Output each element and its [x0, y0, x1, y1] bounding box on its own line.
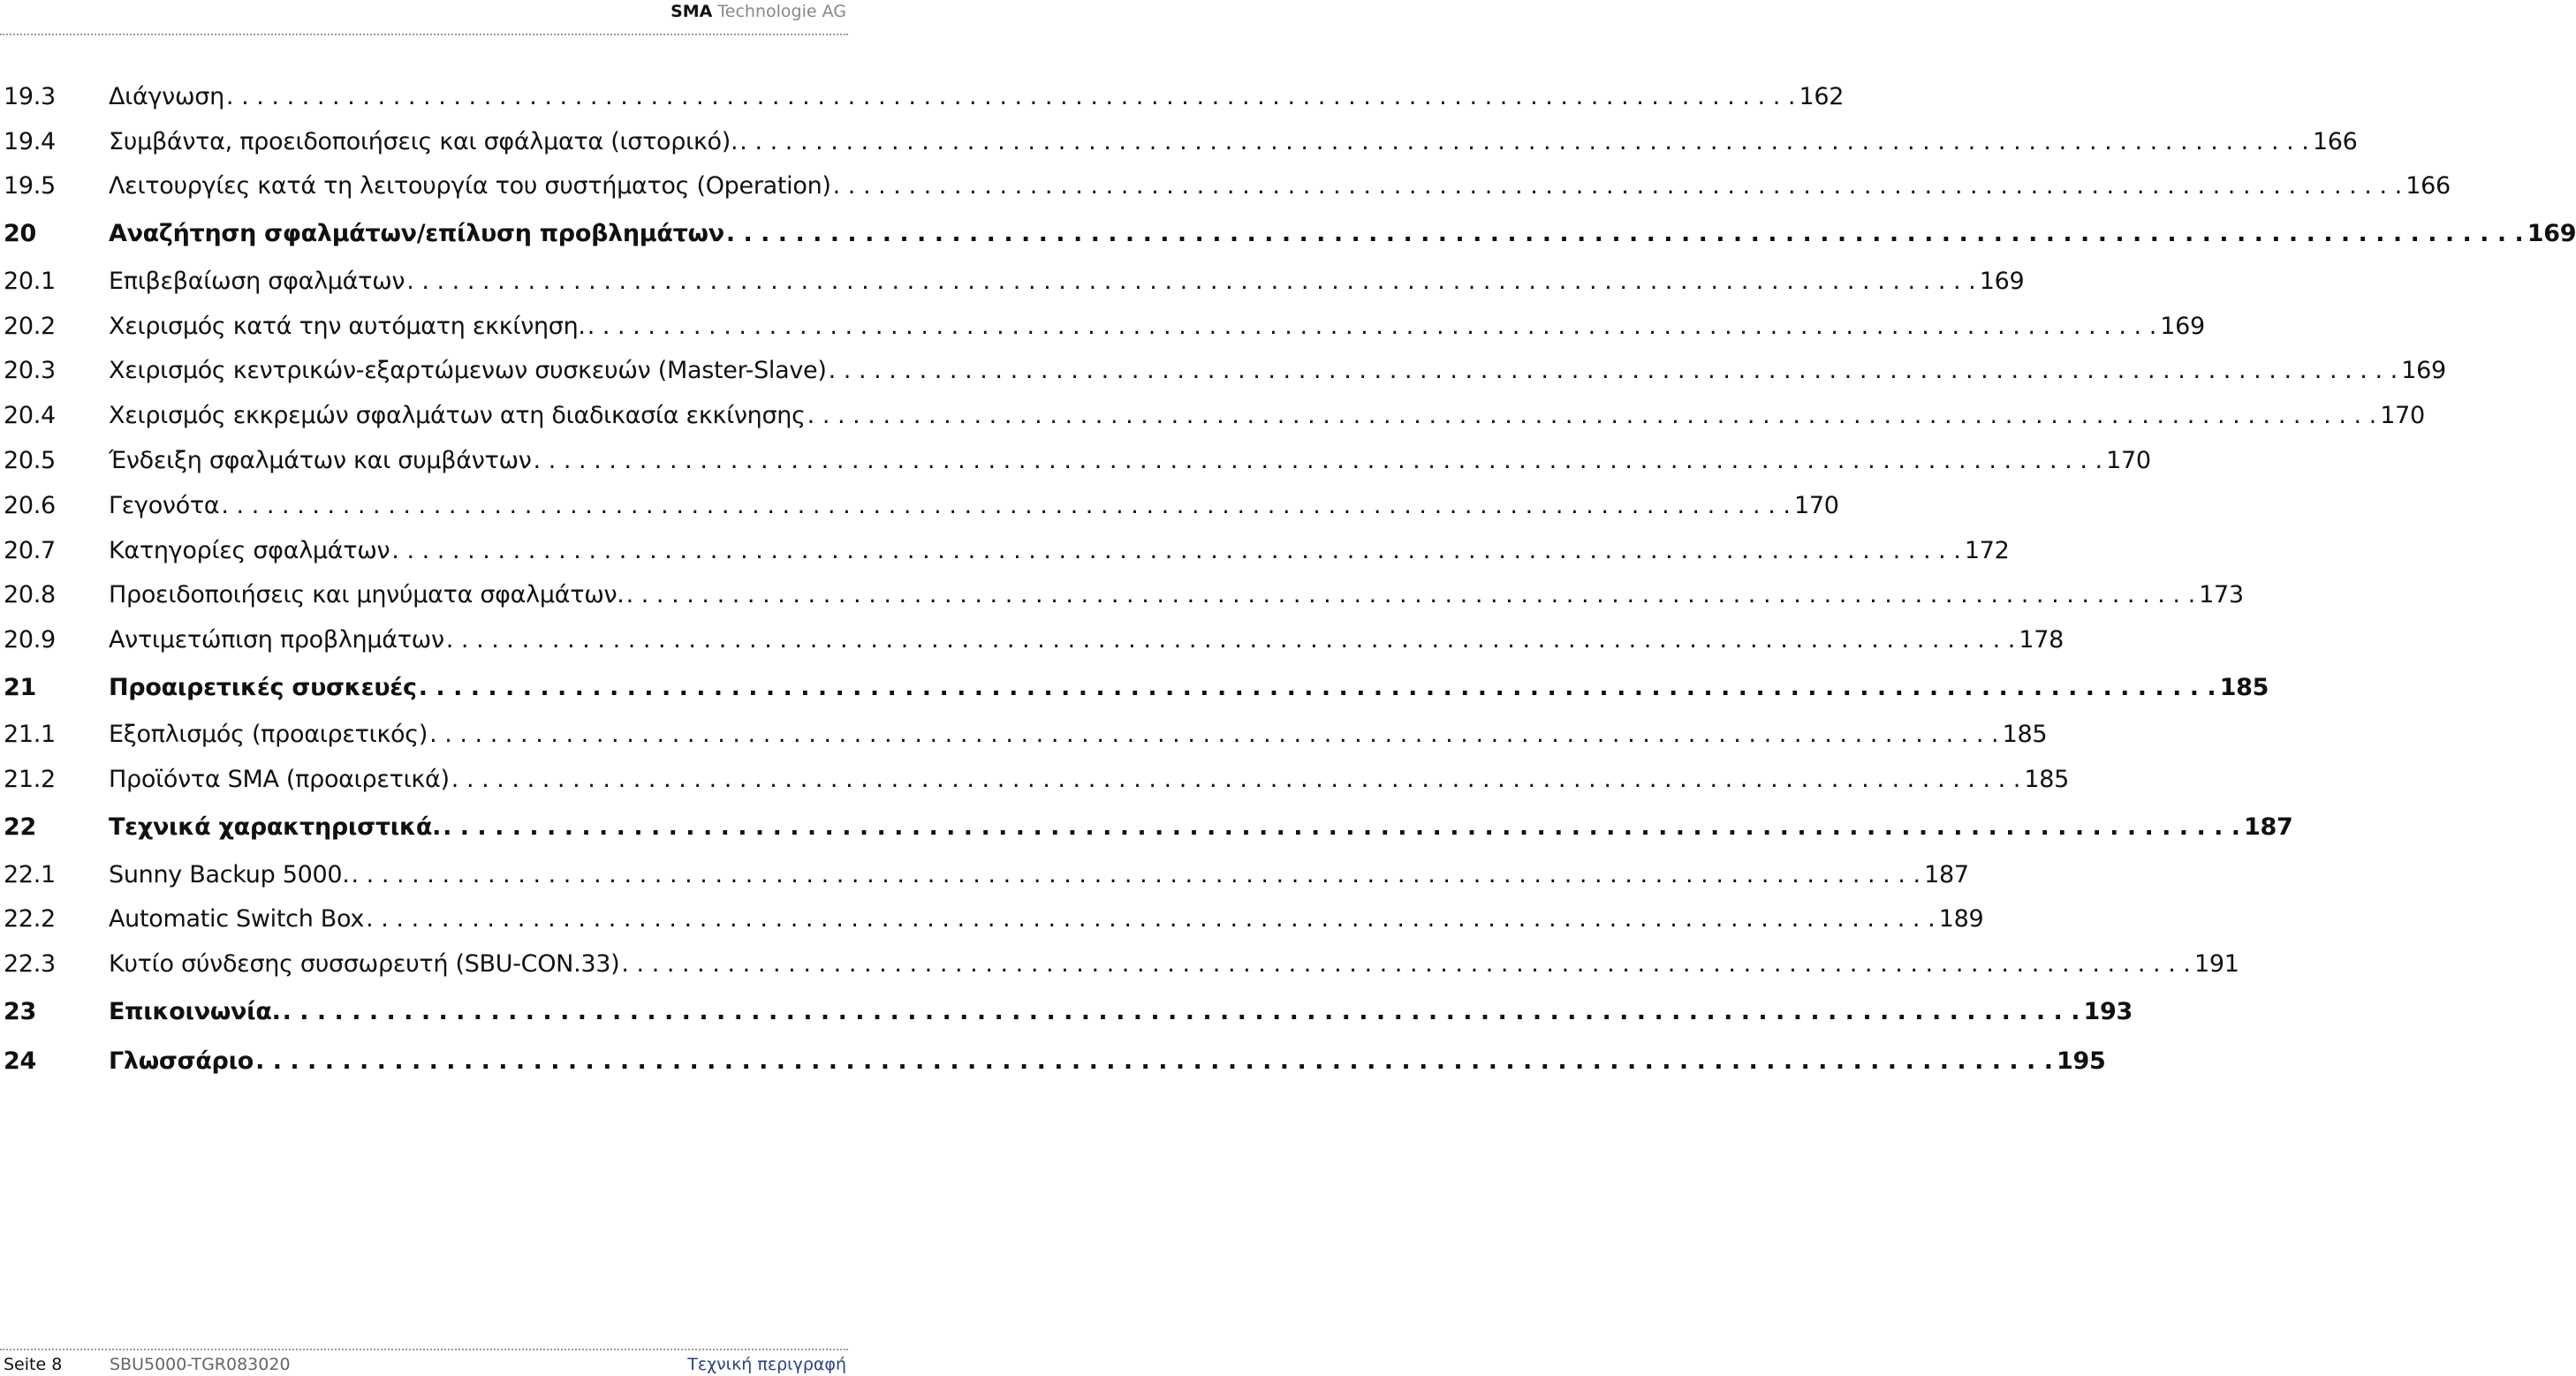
toc-dot-leader	[283, 998, 2080, 1025]
toc-chapter-entry[interactable]	[4, 1037, 2106, 1087]
toc-section-entry[interactable]	[4, 528, 2010, 573]
toc-entry-title: Χειρισμός εκκρεμών σφαλμάτων ατη διαδικασία εκκίνησης	[109, 402, 806, 430]
toc-entry-page: 191	[2193, 950, 2239, 979]
toc-section-entry[interactable]	[4, 74, 1845, 119]
toc-section-entry[interactable]	[4, 164, 2451, 209]
toc-entry-title: Ένδειξη σφαλμάτων και συμβάντων	[109, 446, 532, 474]
header-divider	[0, 34, 848, 35]
toc-entry-page: 169	[2160, 312, 2205, 340]
toc-entry-title-wrap	[109, 537, 2010, 564]
toc-entry-number: 20.9	[4, 626, 56, 654]
toc-dot-leader	[429, 721, 1999, 748]
toc-dot-leader	[626, 581, 2196, 609]
toc-entry-title: Προϊόντα SMA (προαιρετικά)	[109, 766, 450, 794]
toc-entry-number: 22	[4, 813, 36, 841]
toc-chapter-entry[interactable]	[4, 802, 2293, 852]
toc-entry-title: Χειρισμός κατά την αυτόματη εκκίνηση.	[109, 312, 586, 340]
toc-section-entry[interactable]	[4, 259, 2025, 304]
toc-entry-title-wrap	[109, 220, 2576, 247]
toc-dot-leader	[443, 813, 2240, 841]
toc-entry-title: Γεγονότα	[109, 491, 220, 519]
toc-entry-title-wrap	[109, 905, 1983, 933]
toc-entry-title-wrap	[109, 447, 2151, 474]
toc-entry-number: 23	[4, 997, 36, 1025]
toc-section-entry[interactable]	[4, 896, 1984, 941]
toc-entry-title-wrap	[109, 721, 2047, 748]
toc-entry-page: 169	[1979, 267, 2025, 295]
toc-entry-number: 20.8	[4, 581, 56, 609]
toc-entry-title: Τεχνικά χαρακτηριστικά.	[109, 813, 442, 841]
toc-entry-number: 24	[4, 1047, 36, 1076]
toc-section-entry[interactable]	[4, 483, 1839, 528]
toc-entry-number: 21.1	[4, 721, 56, 749]
toc-entry-title-wrap	[109, 83, 1844, 110]
table-of-contents	[4, 74, 2576, 1086]
toc-dot-leader	[351, 861, 1921, 888]
toc-entry-page: 185	[2024, 766, 2070, 794]
toc-dot-leader	[366, 905, 1936, 933]
toc-entry-title: Συμβάντα, προειδοποιήσεις και σφάλματα (ιστορικό).	[109, 127, 739, 155]
toc-entry-page: 170	[2106, 446, 2151, 474]
footer-document-type: Τεχνική περιγραφή	[687, 1355, 846, 1374]
toc-dot-leader	[829, 357, 2398, 384]
toc-entry-title-wrap	[109, 313, 2205, 340]
toc-entry-page: 169	[2401, 357, 2446, 385]
toc-section-entry[interactable]	[4, 438, 2151, 483]
footer-document-id: SBU5000-TGR083020	[110, 1355, 291, 1374]
toc-entry-page: 172	[1964, 536, 2010, 564]
toc-dot-leader	[451, 766, 2021, 793]
toc-entry-title: Κατηγορίες σφαλμάτων	[109, 536, 390, 564]
header-company: Technologie AG	[717, 2, 846, 21]
toc-dot-leader	[419, 674, 2216, 701]
toc-section-entry[interactable]	[4, 941, 2239, 987]
toc-section-entry[interactable]	[4, 757, 2070, 802]
toc-entry-title-wrap	[109, 861, 1969, 888]
toc-entry-title-wrap	[109, 128, 2358, 155]
toc-entry-page: 187	[1924, 860, 1969, 888]
toc-dot-leader	[221, 492, 1791, 519]
toc-entry-title-wrap	[109, 357, 2446, 384]
toc-entry-title: Προειδοποιήσεις και μηνύματα σφαλμάτων.	[109, 581, 625, 609]
toc-entry-number: 19.4	[4, 127, 56, 155]
toc-entry-number: 20.2	[4, 312, 56, 340]
toc-entry-title-wrap	[109, 172, 2451, 200]
toc-entry-number: 21.2	[4, 766, 56, 794]
toc-entry-number: 20.5	[4, 446, 56, 474]
toc-entry-number: 22.1	[4, 860, 56, 888]
toc-dot-leader	[739, 128, 2309, 155]
footer-divider	[0, 1349, 848, 1350]
toc-dot-leader	[587, 313, 2157, 340]
toc-section-entry[interactable]	[4, 572, 2244, 617]
toc-entry-page: 170	[1793, 491, 1839, 519]
toc-entry-page: 169	[2527, 220, 2576, 248]
toc-entry-title: Γλωσσάριο	[109, 1047, 254, 1076]
toc-entry-page: 178	[2019, 626, 2064, 654]
page-footer	[0, 1353, 848, 1376]
toc-entry-page: 166	[2406, 172, 2451, 200]
toc-section-entry[interactable]	[4, 617, 2064, 662]
toc-entry-title-wrap	[109, 1047, 2105, 1075]
toc-section-entry[interactable]	[4, 348, 2446, 393]
toc-dot-leader	[255, 1047, 2053, 1075]
toc-entry-title: Κυτίο σύνδεσης συσσωρευτή (SBU-CON.33)	[109, 950, 620, 979]
toc-entry-page: 173	[2199, 581, 2244, 609]
toc-entry-title-wrap	[109, 492, 1839, 519]
toc-dot-leader	[391, 537, 1961, 564]
toc-entry-title-wrap	[109, 813, 2292, 841]
toc-dot-leader	[807, 402, 2377, 429]
toc-entry-title-wrap	[109, 581, 2244, 609]
toc-entry-title-wrap	[109, 998, 2133, 1025]
toc-entry-page: 185	[2002, 721, 2048, 749]
toc-entry-title: Διάγνωση	[109, 82, 224, 110]
toc-dot-leader	[833, 172, 2403, 200]
toc-entry-page: 170	[2380, 402, 2425, 430]
toc-entry-title: Χειρισμός κεντρικών-εξαρτώμενων συσκευών (Master-Slave)	[109, 357, 827, 385]
page-header	[671, 0, 846, 23]
toc-section-entry[interactable]	[4, 393, 2425, 438]
toc-entry-title: Λειτουργίες κατά τη λειτουργία του συστήματος (Operation)	[109, 172, 831, 200]
toc-entry-title: Αναζήτηση σφαλμάτων/επίλυση προβλημάτων	[109, 220, 724, 248]
toc-dot-leader	[406, 268, 1976, 295]
toc-entry-page: 189	[1938, 905, 1984, 934]
toc-entry-number: 20.6	[4, 491, 56, 519]
footer-page-number: Seite 8	[4, 1355, 63, 1374]
toc-entry-page: 185	[2219, 673, 2269, 701]
toc-dot-leader	[726, 220, 2524, 247]
toc-entry-number: 21	[4, 673, 36, 701]
toc-entry-title: Αντιμετώπιση προβλημάτων	[109, 626, 444, 654]
toc-entry-number: 20.7	[4, 536, 56, 564]
toc-entry-page: 187	[2244, 813, 2293, 841]
toc-entry-title: Sunny Backup 5000.	[109, 860, 350, 888]
toc-entry-page: 195	[2056, 1047, 2106, 1076]
toc-entry-number: 19.3	[4, 82, 56, 110]
toc-section-entry[interactable]	[4, 304, 2205, 349]
toc-section-entry[interactable]	[4, 713, 2048, 758]
toc-entry-title: Επιβεβαίωση σφαλμάτων	[109, 267, 405, 295]
toc-entry-title-wrap	[109, 950, 2239, 978]
toc-dot-leader	[446, 626, 2016, 654]
toc-entry-page: 193	[2083, 997, 2133, 1025]
toc-entry-number: 20.3	[4, 357, 56, 385]
header-brand: SMA	[671, 2, 713, 21]
toc-entry-page: 162	[1799, 82, 1845, 110]
toc-entry-number: 19.5	[4, 172, 56, 200]
toc-chapter-entry[interactable]	[4, 662, 2269, 713]
toc-entry-title: Εξοπλισμός (προαιρετικός)	[109, 721, 428, 749]
toc-entry-page: 166	[2312, 127, 2358, 155]
toc-entry-number: 20.1	[4, 267, 56, 295]
toc-entry-title-wrap	[109, 626, 2064, 654]
toc-entry-title: Προαιρετικές συσκευές	[109, 673, 417, 701]
toc-entry-number: 22.2	[4, 905, 56, 934]
toc-dot-leader	[226, 83, 1796, 110]
toc-chapter-entry[interactable]	[4, 987, 2133, 1037]
toc-section-entry[interactable]	[4, 119, 2358, 164]
toc-entry-title: Automatic Switch Box	[109, 905, 365, 934]
toc-entry-title-wrap	[109, 268, 2024, 295]
toc-entry-number: 20	[4, 220, 36, 248]
toc-entry-title: Επικοινωνία.	[109, 997, 281, 1025]
toc-section-entry[interactable]	[4, 852, 1969, 897]
toc-entry-number: 22.3	[4, 950, 56, 979]
toc-entry-number: 20.4	[4, 402, 56, 430]
toc-entry-title-wrap	[109, 674, 2269, 701]
toc-entry-title-wrap	[109, 766, 2069, 793]
toc-dot-leader	[621, 950, 2191, 978]
toc-entry-title-wrap	[109, 402, 2425, 429]
toc-chapter-entry[interactable]	[4, 208, 2576, 259]
toc-dot-leader	[534, 447, 2103, 474]
